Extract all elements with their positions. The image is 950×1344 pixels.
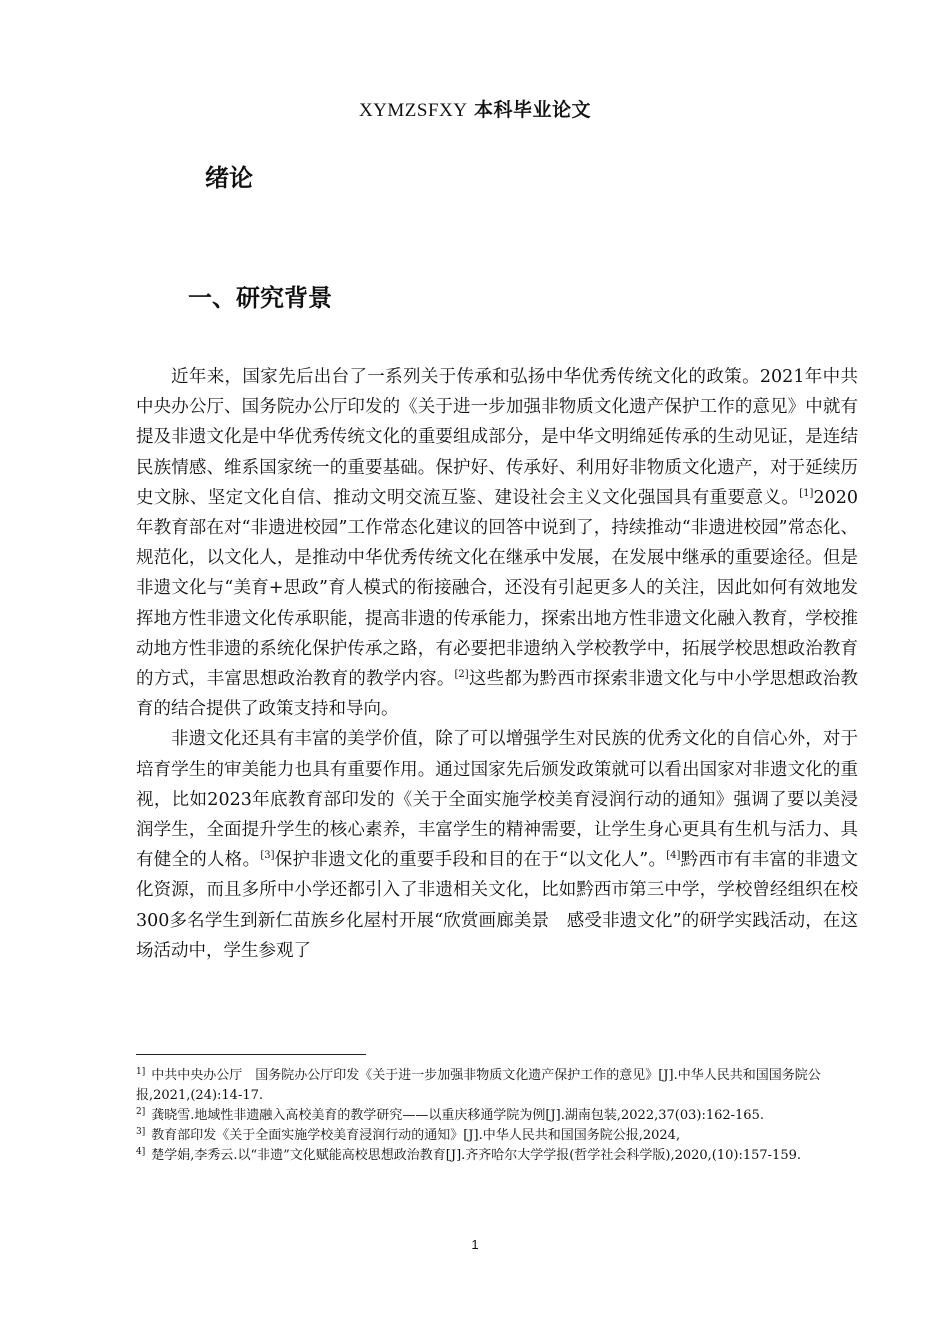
footnote-text: 中共中央办公厅 国务院办公厅印发《关于进一步加强非物质文化遗产保护工作的意见》[J].中华人民共和国国务院公报,2021,(24):14-17. [136, 1068, 821, 1103]
page-number: 1 [471, 1237, 479, 1252]
footnote-mark: 4] [136, 1146, 146, 1157]
citation-ref[interactable]: [1] [799, 487, 814, 499]
footnote [136, 1146, 858, 1166]
header-code: XYMZSFXY [358, 100, 468, 121]
text-segment: 保护非遗文化的重要手段和目的在于“以文化人”。 [274, 850, 667, 871]
section-title: 一、研究背景 [188, 284, 332, 312]
footnote-mark: 2] [136, 1106, 146, 1117]
paragraph [136, 362, 858, 724]
footnote-separator [136, 1054, 366, 1055]
body-text [136, 362, 858, 966]
footnote-mark: 3] [136, 1126, 146, 1137]
footnote-text: 龚晓雪.地域性非遗融入高校美育的教学研究——以重庆移通学院为例[J].湖南包装,2022,37(03):162-165. [151, 1108, 764, 1123]
text-segment: 近年来，国家先后出台了一系列关于传承和弘扬中华优秀传统文化的政策。2021年中共中央办公厅、国务院办公厅印发的《关于进一步加强非物质文化遗产保护工作的意见》中就有提及非遗文化是中华优秀传统文化的重要组成部分，是中华文明绵延传承的生动见证，是连结民族情感、维系国家统一的重要基础。保护好、传承好、利用好非物质文化遗产，对于延续历史文脉、坚定文化自信、推动文明交流互鉴、建设社会主义文化强国具有重要意义。 [136, 367, 858, 508]
footnotes [136, 1066, 858, 1166]
footnote [136, 1106, 858, 1126]
text-segment: 黔西市有丰富的非遗文化资源，而且多所中小学还都引入了非遗相关文化，比如黔西市第三中学，学校曾经组织在校300多名学生到新仁苗族乡化屋村开展“欣赏画廊美景 感受非遗文化”的研学实践活动，在这场活动中，学生参观了 [136, 850, 858, 961]
footnote-text: 楚学娟,李秀云.以“非遗”文化赋能高校思想政治教育[J].齐齐哈尔大学学报(哲学社会科学版),2020,(10):157-159. [151, 1148, 802, 1163]
page-header [0, 95, 950, 122]
footnote [136, 1126, 858, 1146]
footnote [136, 1066, 858, 1106]
citation-ref[interactable]: [4] [666, 850, 681, 862]
text-segment: 2020年教育部在对“非遗进校园”工作常态化建议的回答中说到了，持续推动“非遗进校园”常态化、规范化，以文化人，是推动中华优秀传统文化在继承中发展，在发展中继承的重要途径。但是非遗文化与“美育+思政”育人模式的衔接融合，还没有引起更多人的关注，因此如何有效地发挥地方性非遗文化传承职能，提高非遗的传承能力，探索出地方性非遗文化融入教育，学校推动地方性非遗的系统化保护传承之路，有必要把非遗纳入学校教学中，拓展学校思想政治教育的方式，丰富思想政治教育的教学内容。 [136, 487, 858, 690]
text-segment: 非遗文化还具有丰富的美学价值，除了可以增强学生对民族的优秀文化的自信心外，对于培育学生的审美能力也具有重要作用。通过国家先后颁发政策就可以看出国家对非遗文化的重视，比如2023年底教育部印发的《关于全面实施学校美育浸润行动的通知》强调了要以美浸润学生，全面提升学生的核心素养，丰富学生的精神需要，让学生身心更具有生机与活力、具有健全的人格。 [136, 729, 858, 871]
chapter-title: 绪论 [205, 164, 253, 192]
paragraph [136, 724, 858, 966]
text-segment: 这些都为黔西市探索非遗文化与中小学思想政治教育的结合提供了政策支持和导向。 [136, 669, 859, 720]
footnote-mark: 1] [136, 1066, 146, 1077]
citation-ref[interactable]: [3] [260, 850, 275, 862]
header-label: 本科毕业论文 [474, 99, 592, 121]
footnote-text: 教育部印发《关于全面实施学校美育浸润行动的通知》[J].中华人民共和国国务院公报,2024, [151, 1128, 681, 1143]
citation-ref[interactable]: [2] [454, 669, 469, 681]
